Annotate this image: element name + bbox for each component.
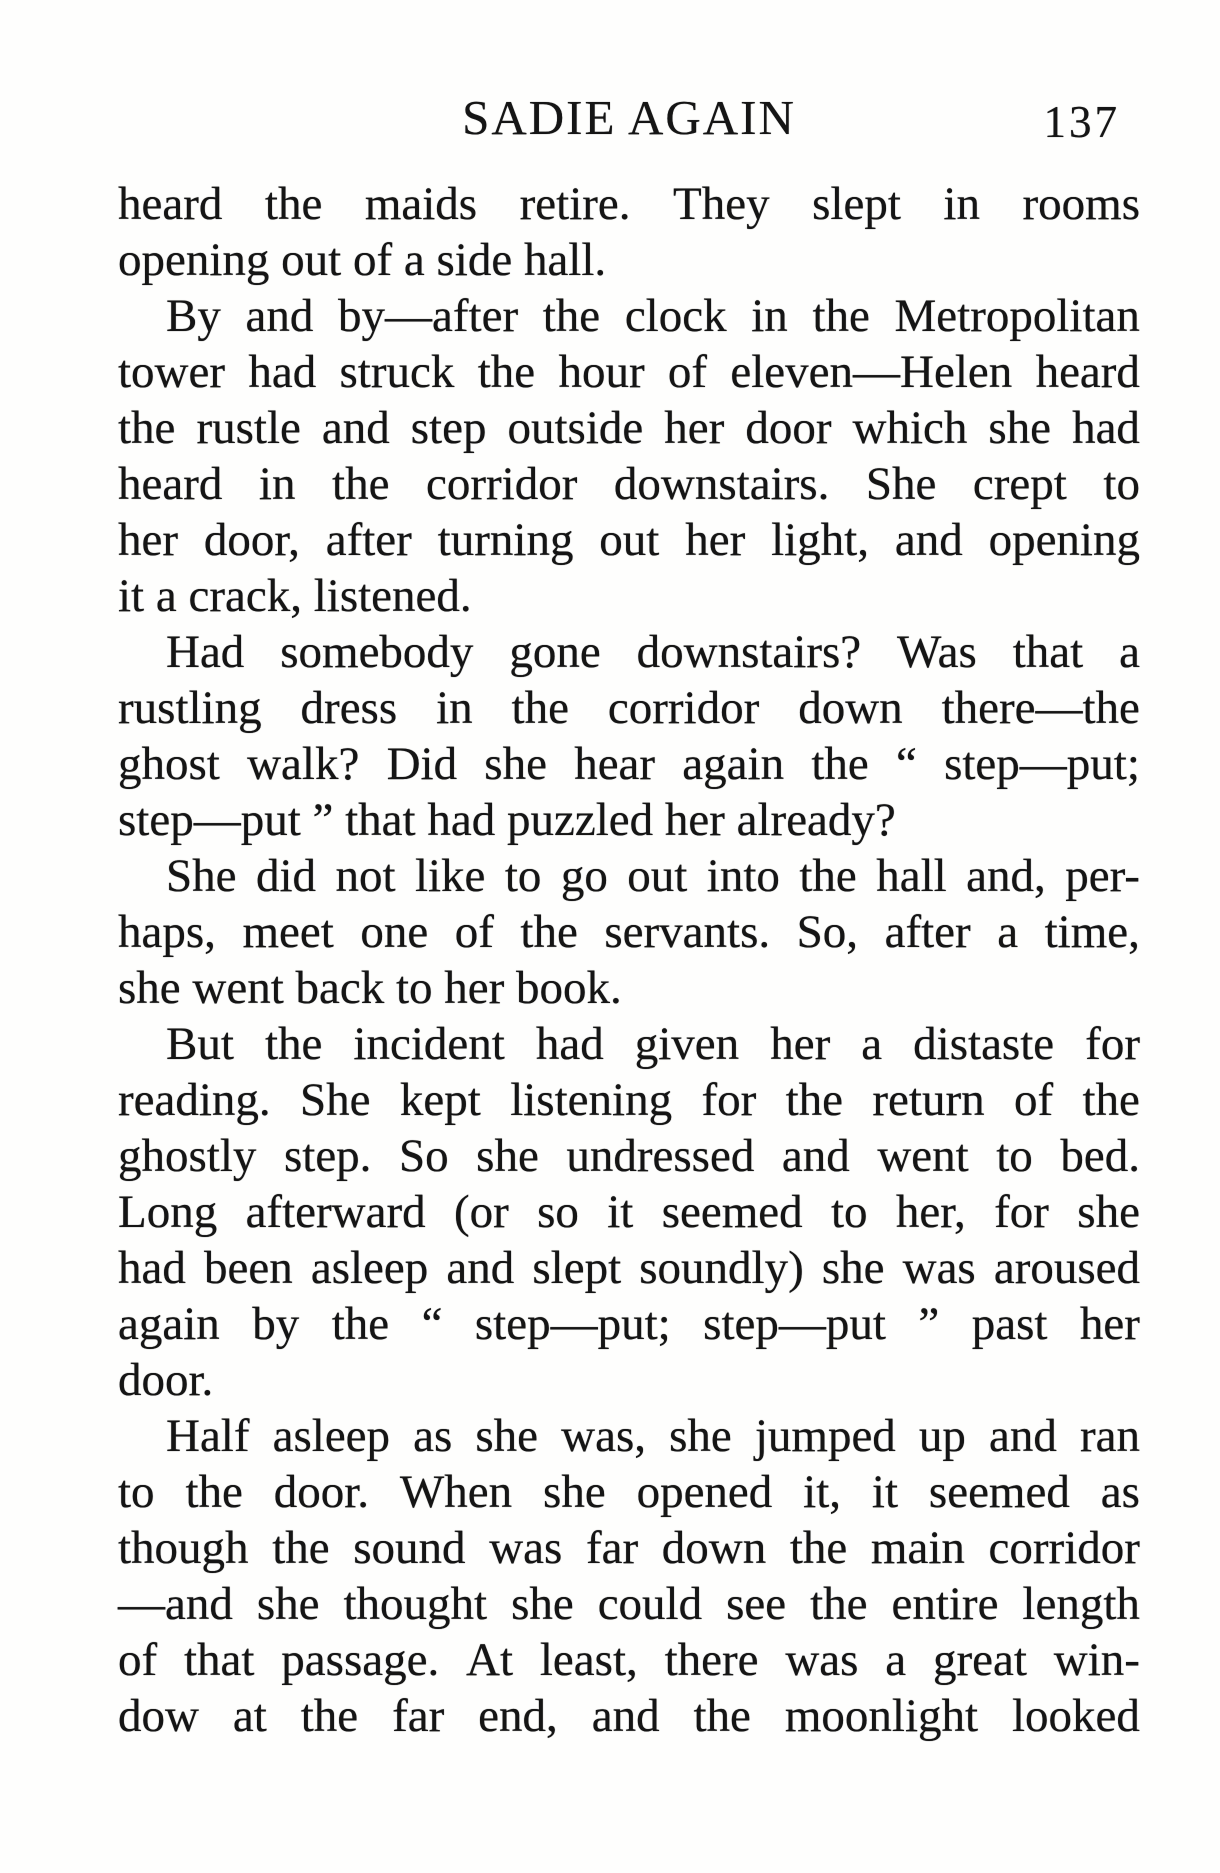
text-line: ghostly step. So she undressed and went to bed. xyxy=(118,1130,1140,1182)
text-line: She did not like to go out into the hall and, per- xyxy=(166,850,1140,902)
text-line: Long afterward (or so it seemed to her, for she xyxy=(118,1186,1140,1238)
text-line: dow at the far end, and the moonlight looked xyxy=(118,1690,1140,1742)
text-line: reading. She kept listening for the return of the xyxy=(118,1074,1140,1126)
text-line: the rustle and step outside her door which she had xyxy=(118,402,1140,454)
text-line: door. xyxy=(118,1354,214,1406)
page-header xyxy=(118,88,1140,152)
page-number: 137 xyxy=(1043,97,1120,147)
text-line: haps, meet one of the servants. So, after a time, xyxy=(118,906,1140,958)
page-text xyxy=(118,176,1140,1744)
text-line: But the incident had given her a distaste for xyxy=(166,1018,1140,1070)
text-line: step—put ” that had puzzled her already? xyxy=(118,794,896,846)
text-line: had been asleep and slept soundly) she was aroused xyxy=(118,1242,1140,1294)
text-line: ghost walk? Did she hear again the “ step—put; xyxy=(118,738,1140,790)
chapter-title: SADIE AGAIN xyxy=(462,90,796,145)
text-line: By and by—after the clock in the Metropolitan xyxy=(166,290,1140,342)
text-line: rustling dress in the corridor down there—the xyxy=(118,682,1140,734)
text-line: of that passage. At least, there was a great win- xyxy=(118,1634,1140,1686)
text-line: though the sound was far down the main corridor xyxy=(118,1522,1140,1574)
text-line: her door, after turning out her light, and opening xyxy=(118,514,1140,566)
text-line: it a crack, listened. xyxy=(118,570,472,622)
text-line: again by the “ step—put; step—put ” past her xyxy=(118,1298,1140,1350)
text-line: tower had struck the hour of eleven—Helen heard xyxy=(118,346,1140,398)
text-line: to the door. When she opened it, it seemed as xyxy=(118,1466,1140,1518)
text-line: Had somebody gone downstairs? Was that a xyxy=(166,626,1140,678)
text-line: Half asleep as she was, she jumped up and ran xyxy=(166,1410,1140,1462)
text-line: she went back to her book. xyxy=(118,962,622,1014)
text-line: opening out of a side hall. xyxy=(118,234,607,286)
text-line: heard the maids retire. They slept in rooms xyxy=(118,178,1140,230)
text-line: —and she thought she could see the entire length xyxy=(118,1578,1140,1630)
text-line: heard in the corridor downstairs. She crept to xyxy=(118,458,1140,510)
